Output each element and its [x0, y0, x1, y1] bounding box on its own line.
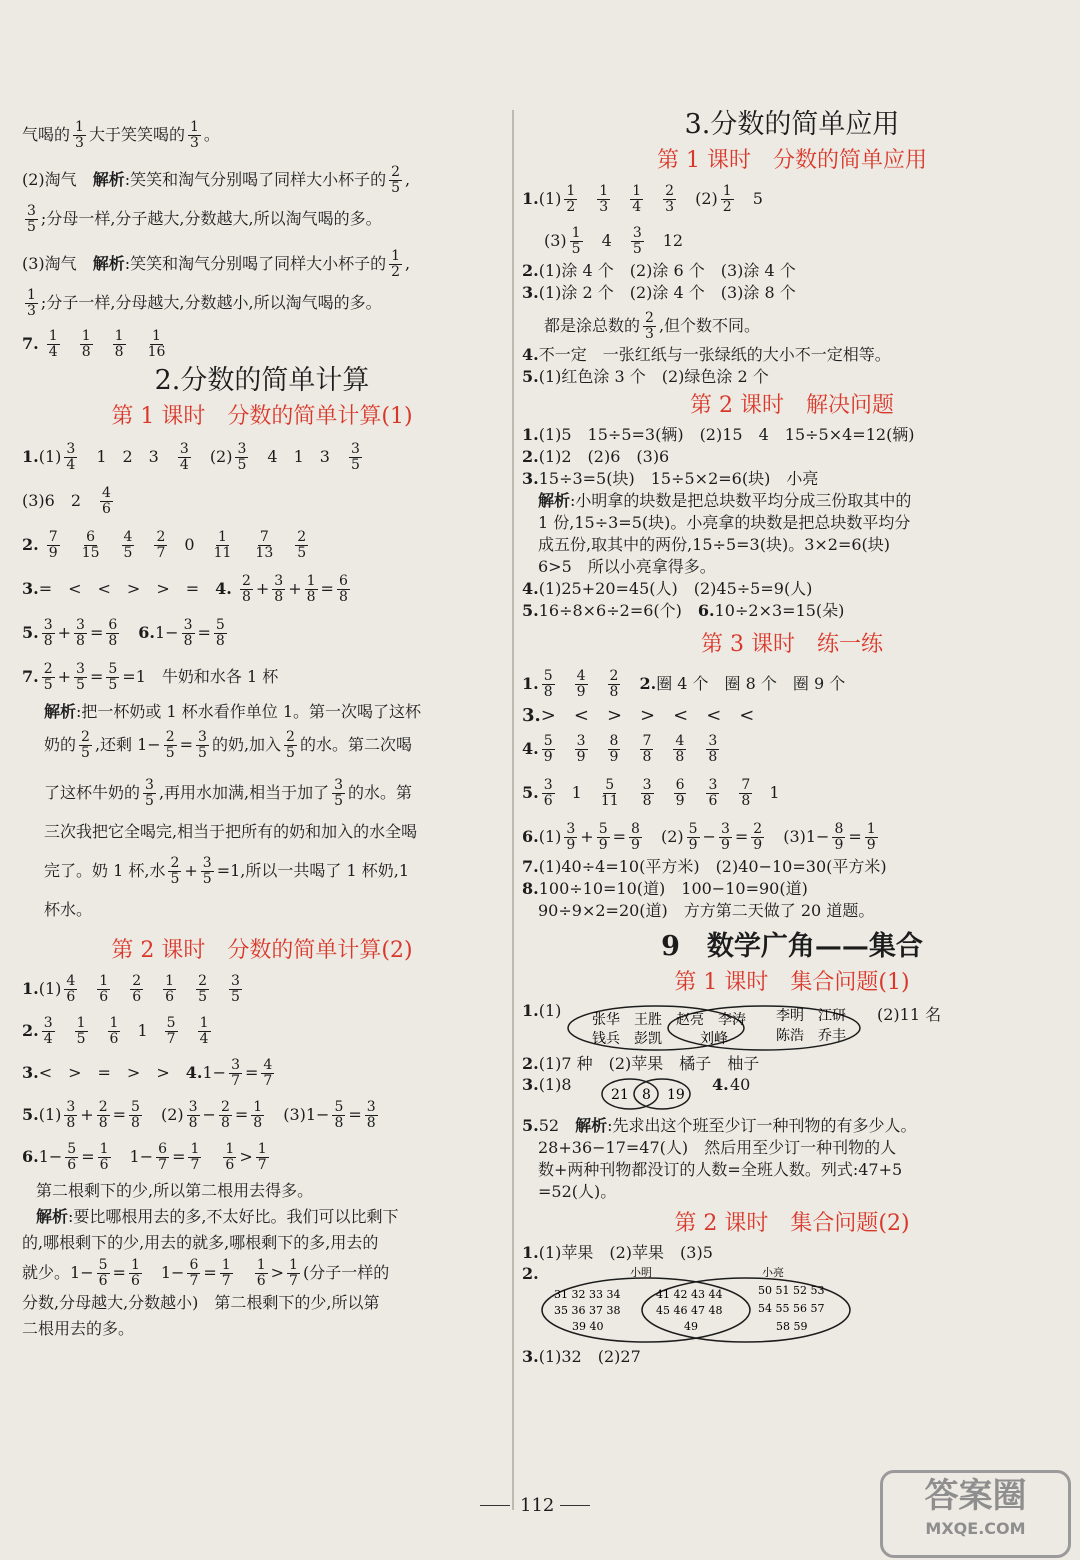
venn-number: 50 51 52 53 — [758, 1284, 825, 1297]
answer-7: 7.(1)40÷4=10(平方米) (2)40−10=30(平方米) — [522, 857, 887, 876]
answer-2: 2.(1)涂 4 个 (2)涂 6 个 (3)涂 4 个 — [522, 261, 796, 280]
analysis-line: 杯水。 — [44, 900, 93, 919]
venn-label: 小明 — [630, 1266, 652, 1279]
answer-3-4: 3.= < < > > = 4. $\frac{2}{8}$ + $\frac{3}{8}$ + $\frac{1}{8}$ = $\frac{6}{8}$ — [22, 573, 348, 605]
page-number-dash — [560, 1505, 590, 1506]
analysis-line: =52(人)。 — [538, 1182, 617, 1201]
analysis-line: 解析:把一杯奶或 1 杯水看作单位 1。第一次喝了这杯 — [44, 702, 422, 721]
venn-left-names: 张华 王胜 — [592, 1012, 662, 1028]
answer-2: 2. $\frac{3}{4}$ $\frac{1}{5}$ $\frac{1}{6}$ 1 $\frac{5}{7}$ $\frac{1}{4}$ — [22, 1015, 209, 1047]
venn-number: 35 36 37 38 — [554, 1304, 621, 1317]
answer-3: 3.(1)涂 2 个 (2)涂 4 个 (3)涂 8 个 — [522, 283, 796, 302]
answer-4: 4.不一定 一张红纸与一张绿纸的大小不一定相等。 — [522, 345, 891, 364]
answer-line: 都是涂总数的 $\frac{2}{3}$ ,但个数不同。 — [544, 310, 761, 342]
answer-2: 2.(1)2 (2)6 (3)6 — [522, 447, 670, 466]
venn-number: 45 46 47 48 — [656, 1304, 723, 1317]
answer-5: 5.(1)红色涂 3 个 (2)绿色涂 2 个 — [522, 367, 769, 386]
analysis-line: 解析:要比哪根用去的多,不太好比。我们可以比剩下 — [36, 1207, 399, 1226]
answer-2: 2. $\frac{7}{9}$ $\frac{6}{15}$ $\frac{4}{5}$ $\frac{2}{7}$ 0 $\frac{1}{11}$ $\frac{7}{13}$ $\frac{2}{5}$ — [22, 529, 307, 561]
venn-label: 小亮 — [762, 1266, 784, 1279]
analysis-line: 6>5 所以小亮拿得多。 — [538, 557, 716, 576]
section-title: 9 数学广角——集合 — [661, 931, 923, 962]
answer-6: 6.1− $\frac{5}{6}$ = $\frac{1}{6}$ 1− $\frac{6}{7}$ = $\frac{1}{7}$ $\frac{1}{6}$ > $\frac{1}{7}$ — [22, 1141, 267, 1173]
answer-line: 90÷9×2=20(道) 方方第二天做了 20 道题。 — [538, 901, 875, 920]
analysis-line: 奶的 $\frac{2}{5}$ ,还剩 1− $\frac{2}{5}$ = $\frac{3}{5}$ 的奶,加入 $\frac{2}{5}$ 的水。第二次喝 — [44, 729, 412, 761]
answer-1: 1.(1) 张华 王胜 钱兵 彭凯 赵亮 李涛 刘峰 李明 江研 陈浩 乔丰 (2)11 名 — [522, 1001, 1062, 1053]
answer-5: 5.52 解析:先求出这个班至少订一种刊物的有多少人。 — [522, 1116, 917, 1135]
analysis-line: 的,哪根剩下的少,用去的就多,哪根剩下的多,用去的 — [22, 1233, 379, 1252]
analysis-line: 1 份,15÷3=5(块)。小亮拿的块数是把总块数平均分 — [538, 513, 911, 532]
venn-number: 49 — [684, 1320, 698, 1333]
answer-line: $\frac{3}{5}$ ;分母一样,分子越大,分数越大,所以淘气喝的多。 — [27, 203, 382, 235]
answer-5: 5.(1) $\frac{3}{8}$ + $\frac{2}{8}$ = $\frac{5}{8}$ (2) $\frac{3}{8}$ − $\frac{2}{8}$ = $\frac{1}{8}$ (3)1− $\frac{5}{8}$ = $\frac{3}{8}$ — [22, 1099, 376, 1131]
page-number: 112 — [520, 1495, 555, 1516]
answer-line: (3) $\frac{1}{5}$ 4 $\frac{3}{5}$ 12 — [544, 225, 684, 257]
analysis-line: 完了。奶 1 杯,水 $\frac{2}{5}$ + $\frac{3}{5}$ =1,所以一共喝了 1 杯奶,1 — [44, 855, 409, 887]
left-column — [22, 100, 502, 1342]
section-title: 2.分数的简单计算 — [154, 365, 370, 396]
venn-number: 21 — [611, 1087, 629, 1103]
venn-number: 39 40 — [572, 1320, 604, 1333]
answer-line: 气喝的 $\frac{1}{3}$ 大于笑笑喝的 $\frac{1}{3}$ 。 — [22, 119, 220, 151]
answer-1-2: 1. $\frac{5}{8}$ $\frac{4}{9}$ $\frac{2}{8}$ 2.圈 4 个 圈 8 个 圈 9 个 — [522, 668, 846, 700]
right-column — [522, 100, 1062, 1368]
watermark-url: MXQE.COM — [925, 1519, 1026, 1538]
lesson-title: 第 2 课时 解决问题 — [690, 393, 894, 418]
answer-4: 4. $\frac{5}{9}$ $\frac{3}{9}$ $\frac{8}{9}$ $\frac{7}{8}$ $\frac{4}{8}$ $\frac{3}{8}$ — [522, 733, 718, 765]
answer-5: 5. $\frac{3}{6}$ 1 $\frac{5}{11}$ $\frac{3}{8}$ $\frac{6}{9}$ $\frac{3}{6}$ $\frac{7}{8}$ 1 — [522, 777, 780, 809]
answer-8: 8.100÷10=10(道) 100−10=90(道) — [522, 879, 808, 898]
answer-line: (3)淘气 解析:笑笑和淘气分别喝了同样大小杯子的 $\frac{1}{2}$ , — [22, 248, 411, 280]
answer-4: 4.(1)25+20=45(人) (2)45÷5=9(人) — [522, 579, 813, 598]
venn-number: 8 — [642, 1087, 651, 1103]
answer-line: (3)6 2 $\frac{4}{6}$ — [22, 485, 111, 517]
analysis-line: 二根用去的多。 — [22, 1319, 135, 1338]
answer-3-4: 3.< > = > > 4.1− $\frac{3}{7}$ = $\frac{4}{7}$ — [22, 1057, 273, 1089]
answer-2: 2. 小明 小亮 31 32 33 34 35 36 37 38 39 40 41 42 43 44 45 46 47 48 49 50 51 52 53 54 55 56 57 58 59 — [522, 1264, 1062, 1346]
answer-1: 1.(1) $\frac{1}{2}$ $\frac{1}{3}$ $\frac{1}{4}$ $\frac{2}{3}$ (2) $\frac{1}{2}$ 5 — [522, 183, 763, 215]
lesson-title: 第 3 课时 练一练 — [701, 632, 883, 657]
analysis-line: 分数,分母越大,分数越小) 第二根剩下的少,所以第 — [22, 1293, 380, 1312]
answer-line: (2)淘气 解析:笑笑和淘气分别喝了同样大小杯子的 $\frac{2}{5}$ , — [22, 164, 411, 196]
venn-number: 54 55 56 57 — [758, 1302, 825, 1315]
venn-number: 19 — [667, 1087, 685, 1103]
answer-5-6: 5. $\frac{3}{8}$ + $\frac{3}{8}$ = $\frac{6}{8}$ 6.1− $\frac{3}{8}$ = $\frac{5}{8}$ — [22, 617, 225, 649]
column-divider — [512, 110, 514, 1510]
answer-1: 1.(1)苹果 (2)苹果 (3)5 — [522, 1243, 713, 1262]
watermark-text: 答案圈 — [924, 1476, 1027, 1516]
answer-3: 3.(1)32 (2)27 — [522, 1347, 641, 1366]
analysis-line: 数+两种刊物都没订的人数=全班人数。列式:47+5 — [538, 1160, 903, 1179]
analysis-line: 解析:小明拿的块数是把总块数平均分成三份取其中的 — [538, 491, 912, 510]
lesson-title: 第 1 课时 集合问题(1) — [674, 970, 910, 995]
analysis-line: 就少。1− $\frac{5}{6}$ = $\frac{1}{6}$ 1− $\frac{6}{7}$ = $\frac{1}{7}$ $\frac{1}{6}$ > $\frac{1}{7}$ (分子一样的 — [22, 1257, 390, 1289]
lesson-title: 第 2 课时 分数的简单计算(2) — [111, 938, 413, 963]
answer-1: 1.(1) $\frac{4}{6}$ $\frac{1}{6}$ $\frac{2}{6}$ $\frac{1}{6}$ $\frac{2}{5}$ $\frac{3}{5}$ — [22, 973, 240, 1005]
lesson-title: 第 1 课时 分数的简单计算(1) — [111, 404, 413, 429]
answer-1: 1.(1) $\frac{3}{4}$ 1 2 3 $\frac{3}{4}$ (2) $\frac{3}{5}$ 4 1 3 $\frac{3}{5}$ — [22, 441, 360, 473]
venn-middle-names: 赵亮 李涛 — [676, 1012, 746, 1028]
venn-diagram-names — [564, 1003, 864, 1053]
answer-7: 7. $\frac{1}{4}$ $\frac{1}{8}$ $\frac{1}{8}$ $\frac{1}{16}$ — [22, 328, 166, 360]
venn-left-names: 钱兵 彭凯 — [592, 1031, 662, 1047]
answer-3: 3.15÷3=5(块) 15÷5×2=6(块) 小亮 — [522, 469, 819, 488]
venn-diagram-numbers-2 — [536, 1264, 856, 1344]
venn-number: 31 32 33 34 — [554, 1288, 621, 1301]
answer-line: 第二根剩下的少,所以第二根用去得多。 — [36, 1181, 314, 1200]
analysis-line: 三次我把它全喝完,相当于把所有的奶和加入的水全喝 — [44, 822, 418, 841]
answer-1: 1.(1)5 15÷5=3(辆) (2)15 4 15÷5×4=12(辆) — [522, 425, 915, 444]
venn-right-names: 李明 江研 — [776, 1008, 846, 1024]
answer-7: 7. $\frac{2}{5}$ + $\frac{3}{5}$ = $\frac{5}{5}$ =1 牛奶和水各 1 杯 — [22, 661, 279, 693]
venn-middle-names: 刘峰 — [700, 1031, 728, 1047]
answer-line: $\frac{1}{3}$ ;分子一样,分母越大,分数越小,所以淘气喝的多。 — [27, 287, 382, 319]
section-title: 3.分数的简单应用 — [684, 109, 900, 140]
venn-diagram-numbers — [597, 1075, 697, 1113]
lesson-title: 第 1 课时 分数的简单应用 — [657, 148, 927, 173]
venn-number: 41 42 43 44 — [656, 1288, 723, 1301]
analysis-line: 了这杯牛奶的 $\frac{3}{5}$ ,再用水加满,相当于加了 $\frac{3}{5}$ 的水。第 — [44, 777, 413, 809]
venn-right-names: 陈浩 乔丰 — [776, 1028, 846, 1044]
analysis-line: 28+36−17=47(人) 然后用至少订一种刊物的人 — [538, 1138, 897, 1157]
answer-5-6: 5.16÷8×6÷2=6(个) 6.10÷2×3=15(朵) — [522, 601, 845, 620]
watermark-stamp — [880, 1470, 1071, 1558]
analysis-line: 成五份,取其中的两份,15÷5=3(块)。3×2=6(块) — [538, 535, 891, 554]
answer-2: 2.(1)7 种 (2)苹果 橘子 柚子 — [522, 1054, 760, 1073]
answer-3-4: 3.(1)8 21 8 19 4. 40 — [522, 1075, 1062, 1115]
answer-3: 3.> < > > < < < — [522, 705, 755, 726]
answer-6: 6.(1) $\frac{3}{9}$ + $\frac{5}{9}$ = $\frac{8}{9}$ (2) $\frac{5}{9}$ − $\frac{3}{9}$ = $\frac{2}{9}$ (3)1− $\frac{8}{9}$ = $\frac{1}{9}$ — [522, 821, 876, 853]
lesson-title: 第 2 课时 集合问题(2) — [674, 1211, 910, 1236]
page-number-dash — [480, 1505, 510, 1506]
venn-number: 58 59 — [776, 1320, 808, 1333]
